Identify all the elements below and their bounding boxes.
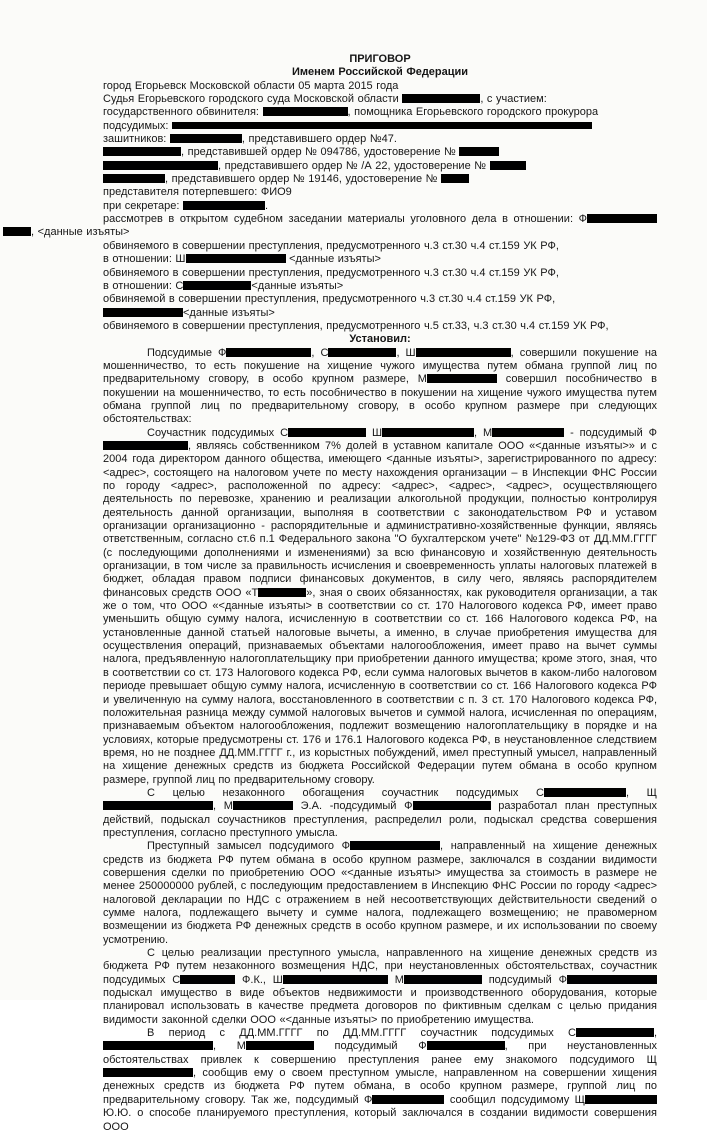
redaction-bar	[283, 975, 388, 984]
ustanovil-heading: Установил:	[349, 333, 411, 346]
redaction-bar	[183, 201, 265, 210]
case-review-wrap-line: , <данные изъяты>	[3, 226, 657, 239]
charge-line-4: обвиняемого в совершении преступления, предусмотренного ч.5 ст.33, ч.3 ст.30 ч.4 ст.159 УК РФ,	[103, 319, 609, 332]
redaction-bar	[459, 147, 499, 156]
charge-line-3: обвиняемой в совершении преступления, предусмотренного ч.3 ст.30 ч.4 ст.159 УК РФ,	[103, 293, 556, 306]
victim-representative-line: представителя потерпевшего: ФИО9	[103, 186, 292, 199]
redaction-bar	[180, 975, 235, 984]
redaction-bar	[490, 161, 526, 170]
redaction-bar	[186, 254, 286, 263]
in-respect-line-2: в отношении: Ш <данные изъяты>	[103, 253, 381, 266]
redaction-bar	[576, 1028, 654, 1037]
paragraph-4: Преступный замысел подсудимого Ф , направленный на хищение денежных средств из бюджета РФ путем обмана в особо крупном размере, заключался в создании видимости совершения сделки по приобретению ООО «<данные изъяты> имущества за стоимость в размере не менее 250000000 рублей, с последующим предоставлением в Инспекцию ФНС России по городу <адрес> налоговой декларации по НДС с отражением в ней несоответствующих действительности сведений о сумме налога, подлежащего вычету и сумме налога, подлежащего возмещению; не правомерном возмещении из бюджета РФ денежных средств в особо крупном размере, и их использовании по своему усмотрению.	[103, 840, 658, 946]
redaction-bar	[103, 161, 218, 170]
redaction-bar	[233, 801, 293, 810]
redaction-bar	[172, 122, 592, 129]
redaction-bar	[183, 281, 251, 290]
place-date-line: город Егорьевск Московской области 05 марта 2015 года	[103, 79, 399, 92]
redaction-bar	[170, 134, 242, 143]
redaction-bar	[587, 214, 657, 223]
doc-title: ПРИГОВОР	[349, 53, 411, 65]
paragraph-3: С целью незаконного обогащения соучастник подсудимых С , Щ, М Э.А. -подсудимый Ф разработал план преступных действий, подыскал соучастников преступления, распределил роли, подыскал средства совершения преступления, согласно преступного умысла.	[103, 786, 657, 839]
redaction-bar	[263, 107, 348, 116]
redaction-bar	[404, 975, 482, 984]
redaction-bar	[3, 227, 31, 236]
redaction-bar	[567, 975, 657, 984]
redaction-bar	[103, 1041, 213, 1050]
redaction-bar	[427, 1041, 505, 1050]
redaction-bar	[103, 308, 183, 317]
redaction-bar	[413, 801, 491, 810]
redaction-bar	[328, 348, 396, 357]
redaction-bar	[441, 174, 469, 183]
redaction-bar	[103, 1068, 193, 1077]
paragraph-1: Подсудимые Ф , С , Ш , совершили покушение на мошенничество, то есть покушение на хищение чужого имущества путем обмана группой лиц по предварительному сговору, в особо крупном размере, М совершил пособничество в покушении на мошенничество, то есть пособничество в покушении на хищение чужого имущества путем обмана группой лиц по предварительному сговору, в особо крупном размере при следующих обстоятельствах:	[103, 346, 658, 426]
secretary-line: при секретаре: .	[103, 199, 269, 212]
judge-line: Судья Егорьевского городского суда Московской области , с участием:	[103, 93, 547, 106]
charge-line-1: обвиняемого в совершении преступления, предусмотренного ч.3 ст.30 ч.4 ст.159 УК РФ,	[103, 239, 559, 252]
document-body	[31, 53, 658, 1134]
charge-line-2: обвиняемого в совершении преступления, предусмотренного ч.3 ст.30 ч.4 ст.159 УК РФ,	[103, 266, 559, 279]
redaction-bar	[288, 428, 366, 437]
redaction-bar	[402, 94, 480, 103]
redaction-bar	[427, 374, 497, 383]
in-respect-line-3: в отношении: С <данные изъяты>	[103, 279, 344, 292]
paragraph-6: В период с ДД.ММ.ГГГГ по ДД.ММ.ГГГГ соучастник подсудимых С , , М подсудимый Ф , при неустановленных обстоятельствах привлек к совершению преступления ранее ему знакомого подсудимого Щ, сообщив ему о своем преступном умысле, направленном на совершении хищения денежных средств из бюджета РФ путем обмана, в особо крупном размере, группой лиц по предварительному сговору. Так же, подсудимый Ф сообщил подсудимому Щ Ю.Ю. о способе планируемого преступления, который заключался в создании видимости совершения ООО	[103, 1027, 658, 1133]
redaction-bar	[258, 588, 306, 597]
redaction-bar	[103, 801, 213, 810]
in-respect-line-4: <данные изъяты>	[103, 307, 657, 320]
redaction-bar	[103, 174, 165, 183]
attorney-line-3: , представившего ордер № 19146, удостоверение №	[103, 173, 657, 186]
defendants-line: подсудимых:	[103, 120, 657, 133]
redaction-bar	[416, 348, 511, 357]
redaction-bar	[103, 147, 181, 156]
paragraph-2: Соучастник подсудимых С Ш , М - подсудимый Ф, являясь собственником 7% долей в уставном капитале ООО «<данные изъяты>» и с 2004 года директором данного общества, имеющего <данные изъяты>, зарегистрированного по адресу: <адрес>, состоящего на налоговом учете по месту нахождения организации – в Инспекции ФНС России по городу <адрес>, расположенной по адресу: <адрес>, <адрес>, <адрес>, осуществляющего деятельность по перевозке, хранению и реализации алкогольной продукции, полностью контролируя деятельность данной организации, выполняя в соответствии с законодательством РФ и уставом организации организационно - распорядительные и административно-хозяйственные функции, являясь ответственным, согласно ст.6 п.1 Федерального закона "О бухгалтерском учете" №129-ФЗ от ДД.ММ.ГГГГ (с последующими дополнениями и изменениями) за всю финансовую и хозяйственную деятельность организации, в том числе за правильность исчисления и своевременность уплаты налоговых платежей в бюджет, обладая правом подписи финансовых документов, в силу чего, являясь распорядителем финансовых средств ООО «Т », зная о своих обязанностях, как руководителя организации, а так же о том, что ООО «<данные изъяты> в соответствии со ст. 170 Налогового кодекса РФ, имеет право уменьшить общую сумму налога, исчисленную в соответствии со ст. 166 Налогового кодекса РФ, на установленные данной статьей налоговые вычеты, а именно, в случае приобретения имущества для осуществления операций, признаваемых объектами налогообложения, имеет право на вычет суммы налога, предъявленную налогоплательщику при приобретении данного имущества; кроме этого, зная, что в соответствии со ст. 173 Налогового кодекса РФ, если сумма налоговых вычетов в каком-либо налоговом периоде превышает общую сумму налога, исчисленную в соответствии со ст. 166 Налогового кодекса РФ и увеличенную на сумму налога, восстановленного в соответствии с п. 3 ст. 170 Налогового кодекса РФ, положительная разница между суммой налоговых вычетов и суммой налога, исчисленная по операциям, признаваемым объектом налогообложения, подлежит возмещению налогоплательщику в порядке и на условиях, которые предусмотрены ст. 176 и 176.1 Налогового кодекса РФ, в неустановленное следствием время, но не позднее ДД.ММ.ГГГГ г., из корыстных побуждений, имел преступный умысел, направленный на хищение денежных средств из бюджета Российской Федерации путем обмана в особо крупном размере, группой лиц по предварительному сговору.	[103, 426, 658, 786]
defenders-line: зашитников: , представившего ордер №47.	[103, 133, 397, 146]
redaction-bar	[382, 428, 474, 437]
doc-subtitle: Именем Российской Федерации	[291, 66, 469, 79]
redaction-bar	[372, 1095, 444, 1104]
redaction-bar	[492, 428, 564, 437]
redaction-bar	[350, 841, 440, 850]
redaction-bar	[585, 1095, 657, 1104]
attorney-line-1: , представившей ордер № 094786, удостоверение №	[103, 146, 657, 159]
redaction-bar	[544, 788, 626, 797]
prosecutor-line: государственного обвинителя: , помощника Егорьевского городского прокурора	[103, 106, 599, 119]
redaction-bar	[226, 348, 311, 357]
case-review-line: рассмотрев в открытом судебном заседании материалы уголовного дела в отношении: Ф	[103, 213, 657, 226]
attorney-line-2: , представившего ордер № /А 22, удостоверение №	[103, 160, 657, 173]
redaction-bar	[103, 441, 188, 450]
paragraph-5: С целью реализации преступного умысла, направленного на хищение денежных средств из бюджета РФ путем незаконного возмещения НДС, при неустановленных обстоятельствах, соучастник подсудимых С Ф.К., Ш М подсудимый Ф подыскал имущество в виде объектов недвижимости и производственного оборудования, которые планировал использовать в качестве предмета договоров по фиктивным сделкам с целью придания видимости законной сделки ООО «<данные изъяты> по приобретению имущества.	[103, 947, 657, 1026]
redaction-bar	[246, 1041, 314, 1050]
